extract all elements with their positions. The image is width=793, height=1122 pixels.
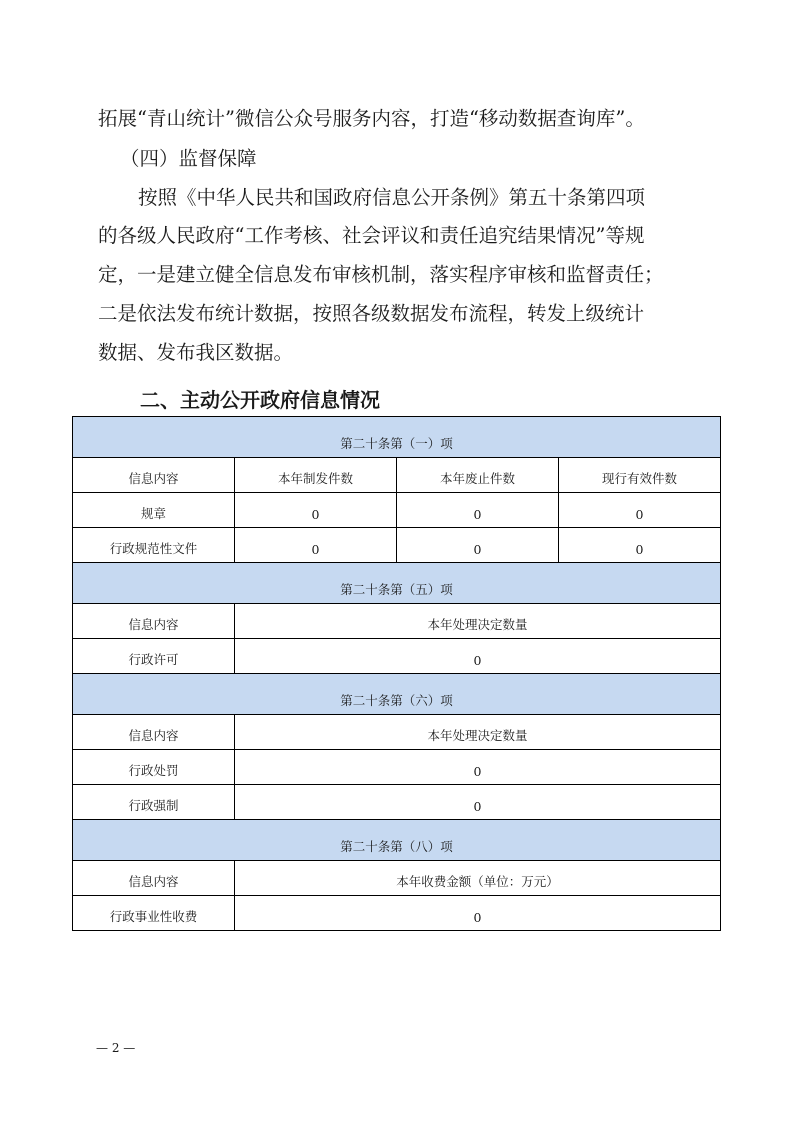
table-cell: 0 xyxy=(235,639,721,674)
paragraph-line: 二是依法发布统计数据，按照各级数据发布流程，转发上级统计 xyxy=(98,302,645,325)
row-label: 行政处罚 xyxy=(73,750,235,785)
table-row xyxy=(73,750,721,785)
table-cell: 0 xyxy=(397,493,559,528)
table-row xyxy=(73,639,721,674)
paragraph-line: 的各级人民政府“工作考核、社会评议和责任追究结果情况”等规 xyxy=(98,224,645,247)
table-header-cell: 信息内容 xyxy=(73,861,235,896)
table-header-cell: 本年收费金额（单位：万元） xyxy=(235,861,721,896)
page-number: — 2 — xyxy=(96,1041,136,1055)
table-header-row xyxy=(73,861,721,896)
table-section-row xyxy=(73,674,721,715)
row-label: 行政强制 xyxy=(73,785,235,820)
disclosure-table xyxy=(72,416,721,931)
table-header-cell: 本年处理决定数量 xyxy=(235,715,721,750)
paragraph-line: 定，一是建立健全信息发布审核机制，落实程序审核和监督责任； xyxy=(98,263,664,286)
table-section-row xyxy=(73,563,721,604)
table-row xyxy=(73,493,721,528)
table-cell: 0 xyxy=(235,493,397,528)
article-title: 第二十条第（八）项 xyxy=(73,820,721,861)
row-label: 行政规范性文件 xyxy=(73,528,235,563)
table-row xyxy=(73,785,721,820)
article-title: 第二十条第（一）项 xyxy=(73,417,721,458)
row-label: 规章 xyxy=(73,493,235,528)
table-cell: 0 xyxy=(235,896,721,931)
table-header-row xyxy=(73,715,721,750)
table-header-row xyxy=(73,458,721,493)
paragraph-line: 数据、发布我区数据。 xyxy=(98,341,294,364)
table-section-row xyxy=(73,820,721,861)
article-title: 第二十条第（六）项 xyxy=(73,674,721,715)
table-cell: 0 xyxy=(235,528,397,563)
section-heading: 二、主动公开政府信息情况 xyxy=(140,388,380,412)
table-header-cell: 本年制发件数 xyxy=(235,458,397,493)
table-header-cell: 现行有效件数 xyxy=(559,458,721,493)
table-section-row xyxy=(73,417,721,458)
row-label: 行政事业性收费 xyxy=(73,896,235,931)
table-row xyxy=(73,528,721,563)
article-title: 第二十条第（五）项 xyxy=(73,563,721,604)
table-cell: 0 xyxy=(559,493,721,528)
table-cell: 0 xyxy=(235,750,721,785)
table-cell: 0 xyxy=(235,785,721,820)
subheading: （四）监督保障 xyxy=(120,147,257,170)
paragraph-line: 按照《中华人民共和国政府信息公开条例》第五十条第四项 xyxy=(138,186,646,209)
table-header-cell: 信息内容 xyxy=(73,715,235,750)
row-label: 行政许可 xyxy=(73,639,235,674)
table-header-row xyxy=(73,604,721,639)
table-cell: 0 xyxy=(397,528,559,563)
table-header-cell: 信息内容 xyxy=(73,604,235,639)
table-row xyxy=(73,896,721,931)
table-header-cell: 本年处理决定数量 xyxy=(235,604,721,639)
table-header-cell: 信息内容 xyxy=(73,458,235,493)
table-header-cell: 本年废止件数 xyxy=(397,458,559,493)
paragraph-line: 拓展“青山统计”微信公众号服务内容，打造“移动数据查询库”。 xyxy=(98,107,645,130)
table-cell: 0 xyxy=(559,528,721,563)
